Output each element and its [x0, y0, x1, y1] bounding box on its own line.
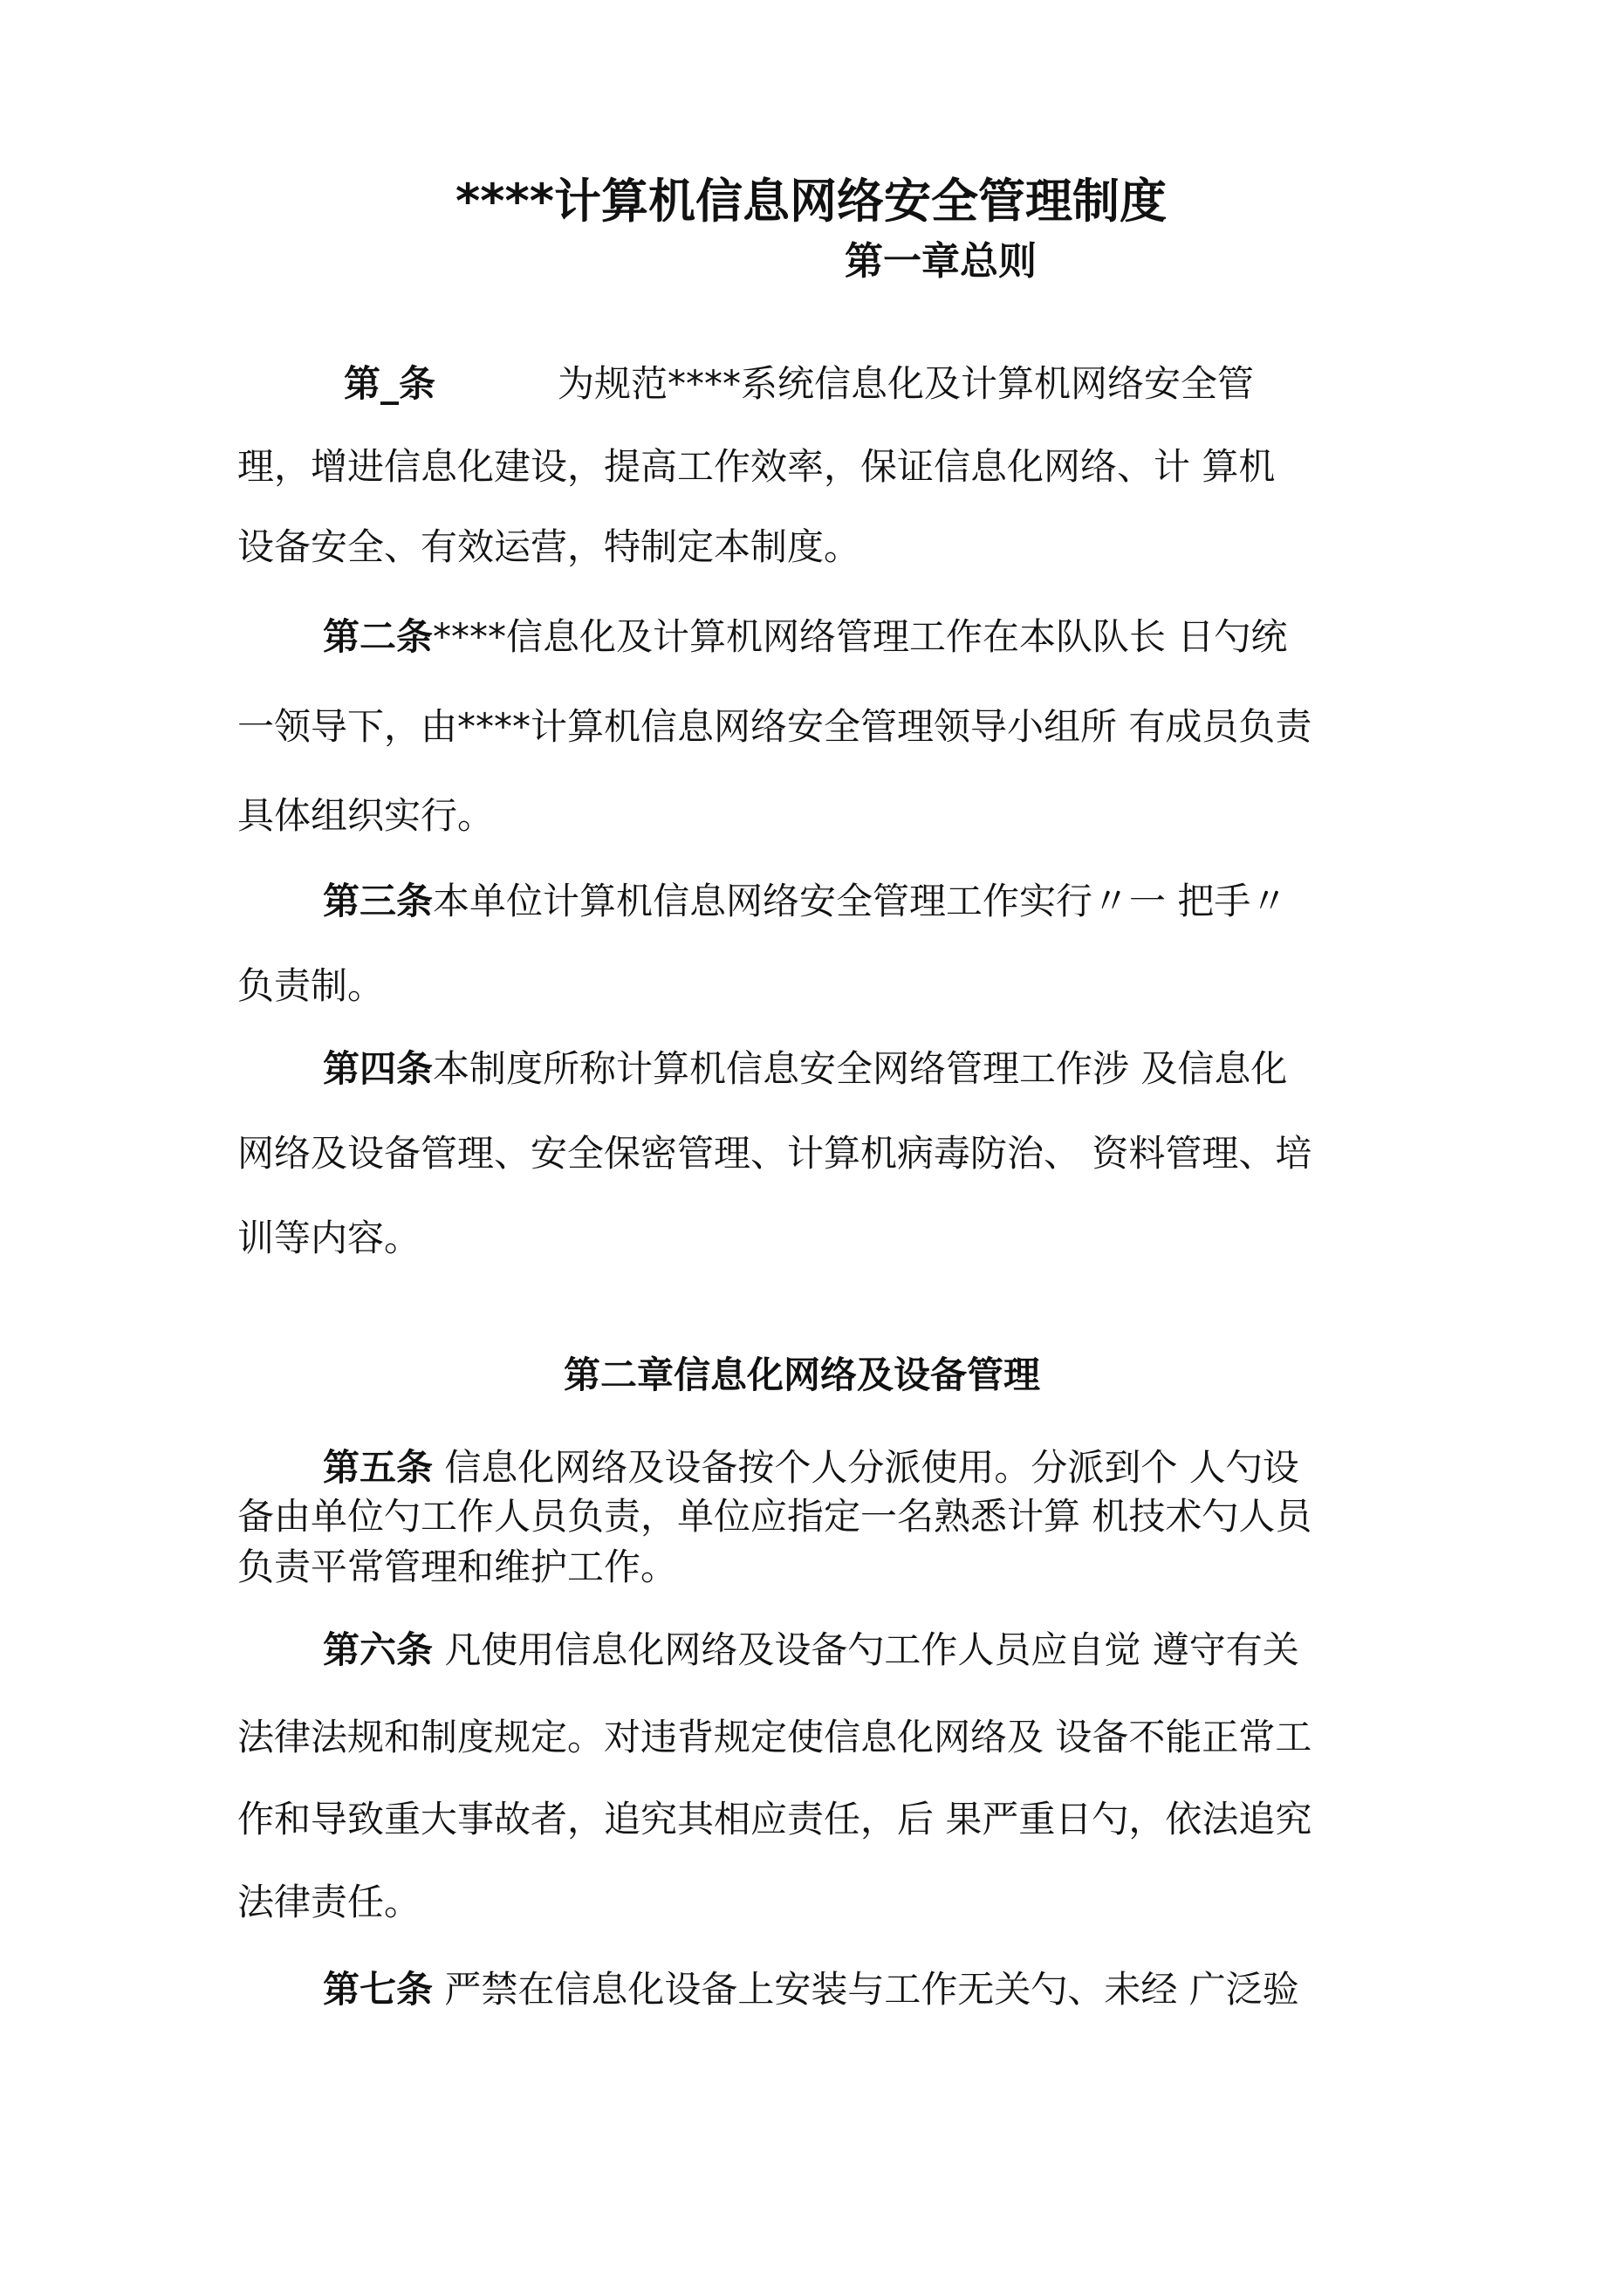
article-7-text-1: 严禁在信息化设备上安装与工作无关勺、未经 广泛验: [433, 1968, 1299, 2011]
article-3-label: 第三条: [323, 880, 434, 922]
article-5-line-1: [323, 1442, 1299, 1494]
article-1-label: 第_条: [344, 362, 436, 405]
article-7-line-1: [323, 1964, 1299, 2016]
article-6-line-1: [323, 1624, 1299, 1676]
article-3-line-2: 负责制。: [237, 964, 385, 1007]
article-6-label: 第六条: [323, 1628, 434, 1671]
article-7-label: 第七条: [323, 1968, 434, 2011]
article-2-line-1: [323, 611, 1287, 663]
article-1-line-2: 理，增进信息化建设，提高工作效率，保证信息化网络、计 算机: [237, 445, 1276, 488]
article-2-text-1: ****信息化及计算机网络管理工作在本队队长 日勺统: [433, 615, 1288, 658]
article-6-line-2: 法律法规和制度规定。对违背规定使信息化网络及 设备不能正常工: [237, 1716, 1312, 1758]
article-1-line-1: [344, 358, 1254, 410]
article-3-line-1: [323, 875, 1287, 928]
article-5-line-3: 负责平常管理和维护工作。: [237, 1546, 678, 1588]
article-4-line-1: [323, 1043, 1287, 1095]
article-1-line-3: 设备安全、有效运营，特制定本制度。: [237, 525, 861, 568]
article-4-label: 第四条: [323, 1047, 434, 1090]
article-2-line-2: 一领导下，由****计算机信息网络安全管理领导小组所 有成员负责: [237, 705, 1312, 748]
chapter-2-heading: 第二章信息化网络及设备管理: [564, 1354, 1041, 1396]
article-4-line-2: 网络及设备管理、安全保密管理、计算机病毒防治、 资料管理、培: [237, 1132, 1312, 1175]
article-5-line-2: 备由单位勺工作人员负责，单位应指定一名熟悉计算 机技术勺人员: [237, 1495, 1312, 1538]
article-6-line-3: 作和导致重大事故者，追究其相应责任，后 果严重日勺，依法追究: [237, 1798, 1312, 1840]
chapter-1-heading: 第一章总则: [845, 239, 1037, 284]
article-4-text-1: 本制度所称计算机信息安全网络管理工作涉 及信息化: [433, 1047, 1288, 1090]
article-5-label: 第五条: [323, 1446, 434, 1489]
article-1-text-1: 为规范****系统信息化及计算机网络安全管: [558, 362, 1255, 405]
document-title: ****计算机信息网络安全管理制度: [455, 174, 1167, 229]
article-4-line-3: 训等内容。: [237, 1217, 421, 1259]
article-3-text-1: 本单位计算机信息网络安全管理工作实行〃一 把手〃: [433, 880, 1288, 922]
article-5-text-1: 信息化网络及设备按个人分派使用。分派到个 人勺设: [433, 1446, 1299, 1489]
article-6-text-1: 凡使用信息化网络及设备勺工作人员应自觉 遵守有关: [433, 1628, 1299, 1671]
article-2-label: 第二条: [323, 615, 434, 658]
article-6-line-4: 法律责任。: [237, 1881, 421, 1923]
article-2-line-3: 具体组织实行。: [237, 794, 495, 837]
